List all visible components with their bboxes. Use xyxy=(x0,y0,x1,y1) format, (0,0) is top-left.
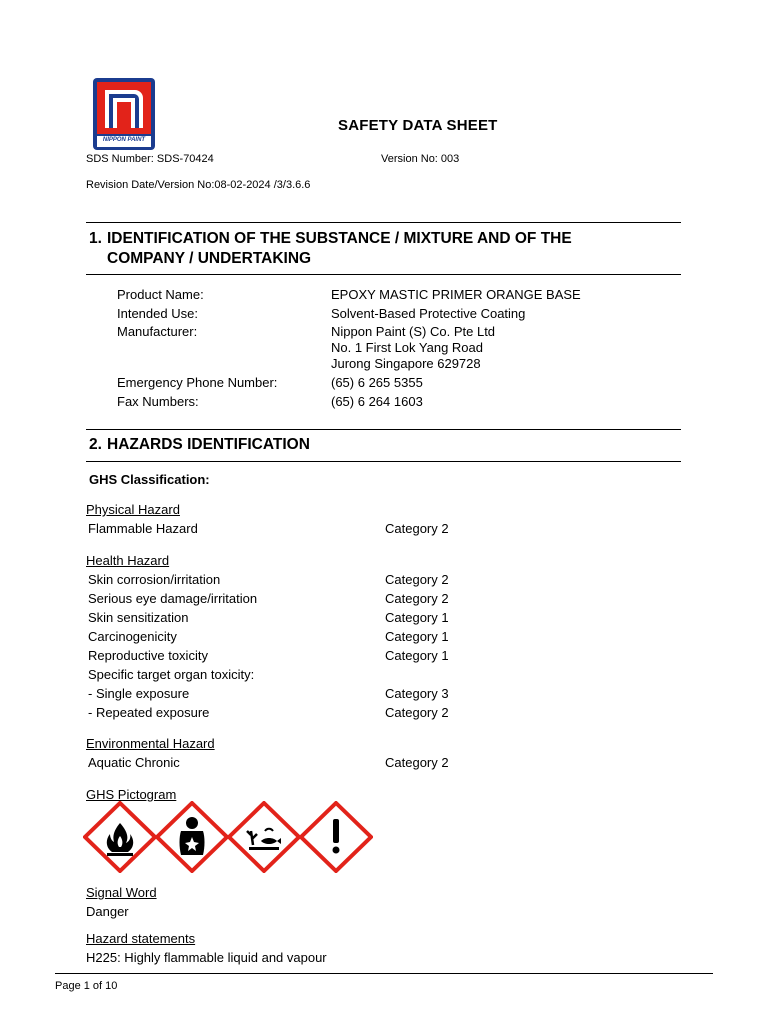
signal-word-heading: Signal Word xyxy=(86,885,157,900)
environment-pictogram xyxy=(227,801,301,873)
section-title-line2: COMPANY / UNDERTAKING xyxy=(107,250,312,267)
intended-use-value: Solvent-Based Protective Coating xyxy=(331,306,526,321)
hazard-name: Reproductive toxicity xyxy=(88,648,208,663)
hazard-name: Carcinogenicity xyxy=(88,629,177,644)
hazard-name: Skin corrosion/irritation xyxy=(88,572,221,587)
health-hazard-heading: Health Hazard xyxy=(86,553,170,568)
hazard-name: Flammable Hazard xyxy=(88,521,198,536)
fax-label: Fax Numbers: xyxy=(117,394,199,409)
divider xyxy=(86,222,681,223)
flame-pictogram xyxy=(83,801,157,873)
manufacturer-line3: Jurong Singapore 629728 xyxy=(331,356,481,371)
hazard-category: Category 2 xyxy=(385,572,449,587)
hazard-statements-heading: Hazard statements xyxy=(86,931,196,946)
hazard-category: Category 1 xyxy=(385,648,449,663)
revision-date: Revision Date/Version No:08-02-2024 /3/3.6.6 xyxy=(86,179,311,191)
exclamation-pictogram xyxy=(299,801,373,873)
footer-divider xyxy=(55,973,713,974)
divider xyxy=(86,461,681,462)
emergency-phone-label: Emergency Phone Number: xyxy=(117,375,278,390)
hazard-statement: H225: Highly flammable liquid and vapour xyxy=(86,950,327,965)
nippon-paint-logo xyxy=(93,78,155,150)
product-name-label: Product Name: xyxy=(117,287,204,302)
sds-number: SDS Number: SDS-70424 xyxy=(86,153,214,165)
logo-text: NIPPON PAINT xyxy=(102,137,146,143)
version-number: Version No: 003 xyxy=(381,153,460,165)
hazard-name: Aquatic Chronic xyxy=(88,755,180,770)
section-number: 2. xyxy=(89,436,102,453)
hazard-name: Skin sensitization xyxy=(88,610,189,625)
hazard-category: Category 2 xyxy=(385,755,449,770)
environmental-hazard-heading: Environmental Hazard xyxy=(86,736,215,751)
hazard-category: Category 2 xyxy=(385,705,449,720)
intended-use-label: Intended Use: xyxy=(117,306,198,321)
divider xyxy=(86,274,681,275)
ghs-classification-heading: GHS Classification: xyxy=(89,472,210,487)
section-1-title xyxy=(89,229,572,269)
hazard-name: - Single exposure xyxy=(88,686,190,701)
hazard-category: Category 1 xyxy=(385,629,449,644)
document-title: SAFETY DATA SHEET xyxy=(338,117,498,134)
emergency-phone-value: (65) 6 265 5355 xyxy=(331,375,423,390)
signal-word: Danger xyxy=(86,904,129,919)
section-2-title xyxy=(89,435,310,455)
page-number: Page 1 of 10 xyxy=(55,980,118,992)
hazard-category: Category 2 xyxy=(385,591,449,606)
manufacturer-line2: No. 1 First Lok Yang Road xyxy=(331,340,483,355)
hazard-name: Serious eye damage/irritation xyxy=(88,591,258,606)
manufacturer-line1: Nippon Paint (S) Co. Pte Ltd xyxy=(331,324,496,339)
fax-value: (65) 6 264 1603 xyxy=(331,394,423,409)
manufacturer-label: Manufacturer: xyxy=(117,324,198,339)
hazard-name: - Repeated exposure xyxy=(88,705,210,720)
ghs-pictogram-heading: GHS Pictogram xyxy=(86,787,177,802)
hazard-name: Specific target organ toxicity: xyxy=(88,667,255,682)
physical-hazard-heading: Physical Hazard xyxy=(86,502,180,517)
health-hazard-pictogram xyxy=(155,801,229,873)
section-title-line1: IDENTIFICATION OF THE SUBSTANCE / MIXTURE AND OF THE xyxy=(107,230,572,247)
hazard-category: Category 2 xyxy=(385,521,449,536)
hazard-category: Category 3 xyxy=(385,686,449,701)
section-title: HAZARDS IDENTIFICATION xyxy=(107,436,310,453)
hazard-category: Category 1 xyxy=(385,610,449,625)
section-number: 1. xyxy=(89,230,102,247)
product-name-value: EPOXY MASTIC PRIMER ORANGE BASE xyxy=(331,287,581,302)
divider xyxy=(86,429,681,430)
